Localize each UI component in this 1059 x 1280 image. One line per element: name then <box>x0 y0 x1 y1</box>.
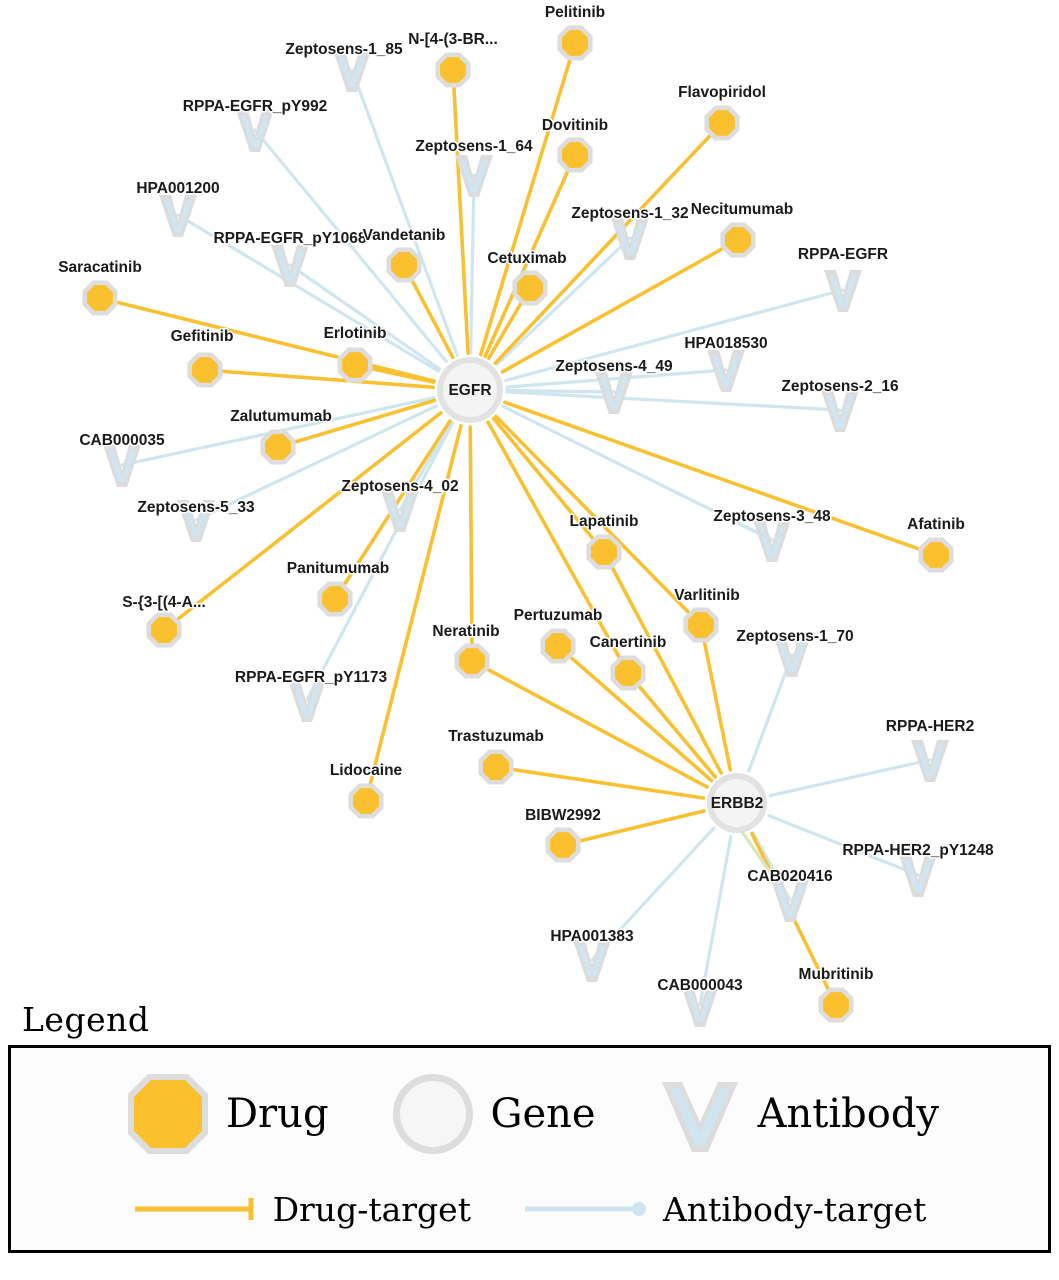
drug-label: Erlotinib <box>323 325 387 342</box>
antibody-label: HPA018530 <box>684 335 768 352</box>
legend-label-drug-target: Drug-target <box>272 1189 471 1229</box>
drug-node <box>435 52 470 87</box>
drug-node <box>704 105 739 140</box>
antibody-label: CAB000043 <box>657 977 743 994</box>
legend-item-drug-target <box>133 1190 471 1229</box>
drug-node <box>454 643 489 678</box>
drug-label: Canertinib <box>589 634 667 651</box>
antibody-label: Zeptosens-1_85 <box>285 41 403 58</box>
legend-item-antibody-target <box>523 1190 926 1229</box>
edge-drug-target <box>495 123 722 363</box>
antibody-label: Zeptosens-4_02 <box>341 478 459 495</box>
drug-target-edge-icon <box>133 1194 263 1224</box>
drug-label: Flavopiridol <box>678 84 766 101</box>
gene-label: EGFR <box>448 382 492 399</box>
legend-item-antibody <box>652 1066 939 1162</box>
drug-node <box>478 749 513 784</box>
antibody-label: HPA001200 <box>136 180 220 197</box>
edge-drug-target <box>481 43 575 355</box>
drug-label: Lapatinib <box>569 513 639 530</box>
drug-node <box>683 607 718 642</box>
drug-node <box>337 347 372 382</box>
antibody-label: RPPA-EGFR_pY1173 <box>234 669 388 686</box>
antibody-label: RPPA-EGFR <box>797 246 889 263</box>
antibody-label: Zeptosens-1_32 <box>571 205 689 222</box>
antibody-label: CAB020416 <box>747 868 833 885</box>
legend <box>0 1000 1059 1253</box>
antibody-label: CAB000035 <box>79 432 165 449</box>
drug-label: Neratinib <box>432 623 500 640</box>
antibody-label: Zeptosens-4_49 <box>555 358 673 375</box>
antibody-label: RPPA-EGFR_pY1068 <box>213 230 367 247</box>
drug-node <box>348 783 383 818</box>
edge-drug-target <box>505 402 936 555</box>
drug-label: Mubritinib <box>798 966 874 983</box>
drug-label: Gefitinib <box>170 328 234 345</box>
drug-node <box>386 247 421 282</box>
drug-label: Vandetanib <box>362 227 446 244</box>
drug-node <box>82 280 117 315</box>
drug-node <box>317 581 352 616</box>
antibody-label: Zeptosens-1_70 <box>736 628 854 645</box>
antibody-label: HPA001383 <box>550 928 634 945</box>
edge-drug-target <box>701 625 730 770</box>
legend-item-drug <box>120 1066 329 1162</box>
drug-label: BIBW2992 <box>525 807 601 824</box>
drug-label: N-[4-(3-BR... <box>408 31 498 48</box>
drug-node <box>187 352 222 387</box>
antibody-label: Zeptosens-3_48 <box>713 508 831 525</box>
legend-label-drug: Drug <box>225 1091 329 1137</box>
drug-icon <box>120 1066 216 1162</box>
drug-node <box>260 429 295 464</box>
drug-label: Dovitinib <box>541 117 609 134</box>
drug-label: Afatinib <box>907 516 965 533</box>
drug-node <box>146 612 181 647</box>
antibody-target-edge-icon <box>523 1194 653 1224</box>
legend-label-gene: Gene <box>490 1091 596 1137</box>
edge-antibody-target <box>471 175 474 353</box>
drug-label: Pelitinib <box>544 4 606 21</box>
legend-box <box>8 1045 1051 1253</box>
legend-label-antibody-target: Antibody-target <box>662 1189 927 1229</box>
drug-node <box>540 628 575 663</box>
edge-drug-target <box>453 70 468 353</box>
edge-drug-target <box>628 673 715 777</box>
drug-label: S-{3-[(4-A... <box>122 594 206 611</box>
gene-icon <box>385 1066 481 1162</box>
drug-label: Varlitinib <box>674 587 740 604</box>
drug-label: Necitumumab <box>690 201 794 218</box>
drug-node <box>512 270 547 305</box>
edge-antibody-target <box>770 760 930 796</box>
antibody-label: RPPA-HER2_pY1248 <box>842 842 994 859</box>
antibody-label: RPPA-HER2 <box>885 718 975 735</box>
drug-node <box>610 655 645 690</box>
drug-label: Pertuzumab <box>513 607 603 624</box>
drug-label: Cetuximab <box>487 250 567 267</box>
legend-title: Legend <box>22 1000 150 1039</box>
antibody-label: Zeptosens-1_64 <box>415 138 533 155</box>
drug-node <box>586 534 621 569</box>
legend-item-gene <box>385 1066 596 1162</box>
drug-label: Saracatinib <box>58 259 142 276</box>
antibody-label: Zeptosens-2_16 <box>781 378 899 395</box>
drug-node <box>918 537 953 572</box>
drug-node <box>720 222 755 257</box>
edge-drug-target <box>496 767 703 798</box>
drug-label: Zalutumumab <box>230 408 332 425</box>
drug-node <box>557 137 592 172</box>
drug-node <box>557 25 592 60</box>
gene-label: ERBB2 <box>710 795 764 812</box>
drug-node <box>545 827 580 862</box>
drug-label: Lidocaine <box>329 762 403 779</box>
legend-label-antibody: Antibody <box>757 1091 940 1137</box>
drug-label: Trastuzumab <box>448 728 544 745</box>
antibody-icon <box>652 1066 748 1162</box>
drug-label: Panitumumab <box>286 560 390 577</box>
antibody-label: Zeptosens-5_33 <box>137 499 255 516</box>
antibody-label: RPPA-EGFR_pY992 <box>182 98 328 115</box>
